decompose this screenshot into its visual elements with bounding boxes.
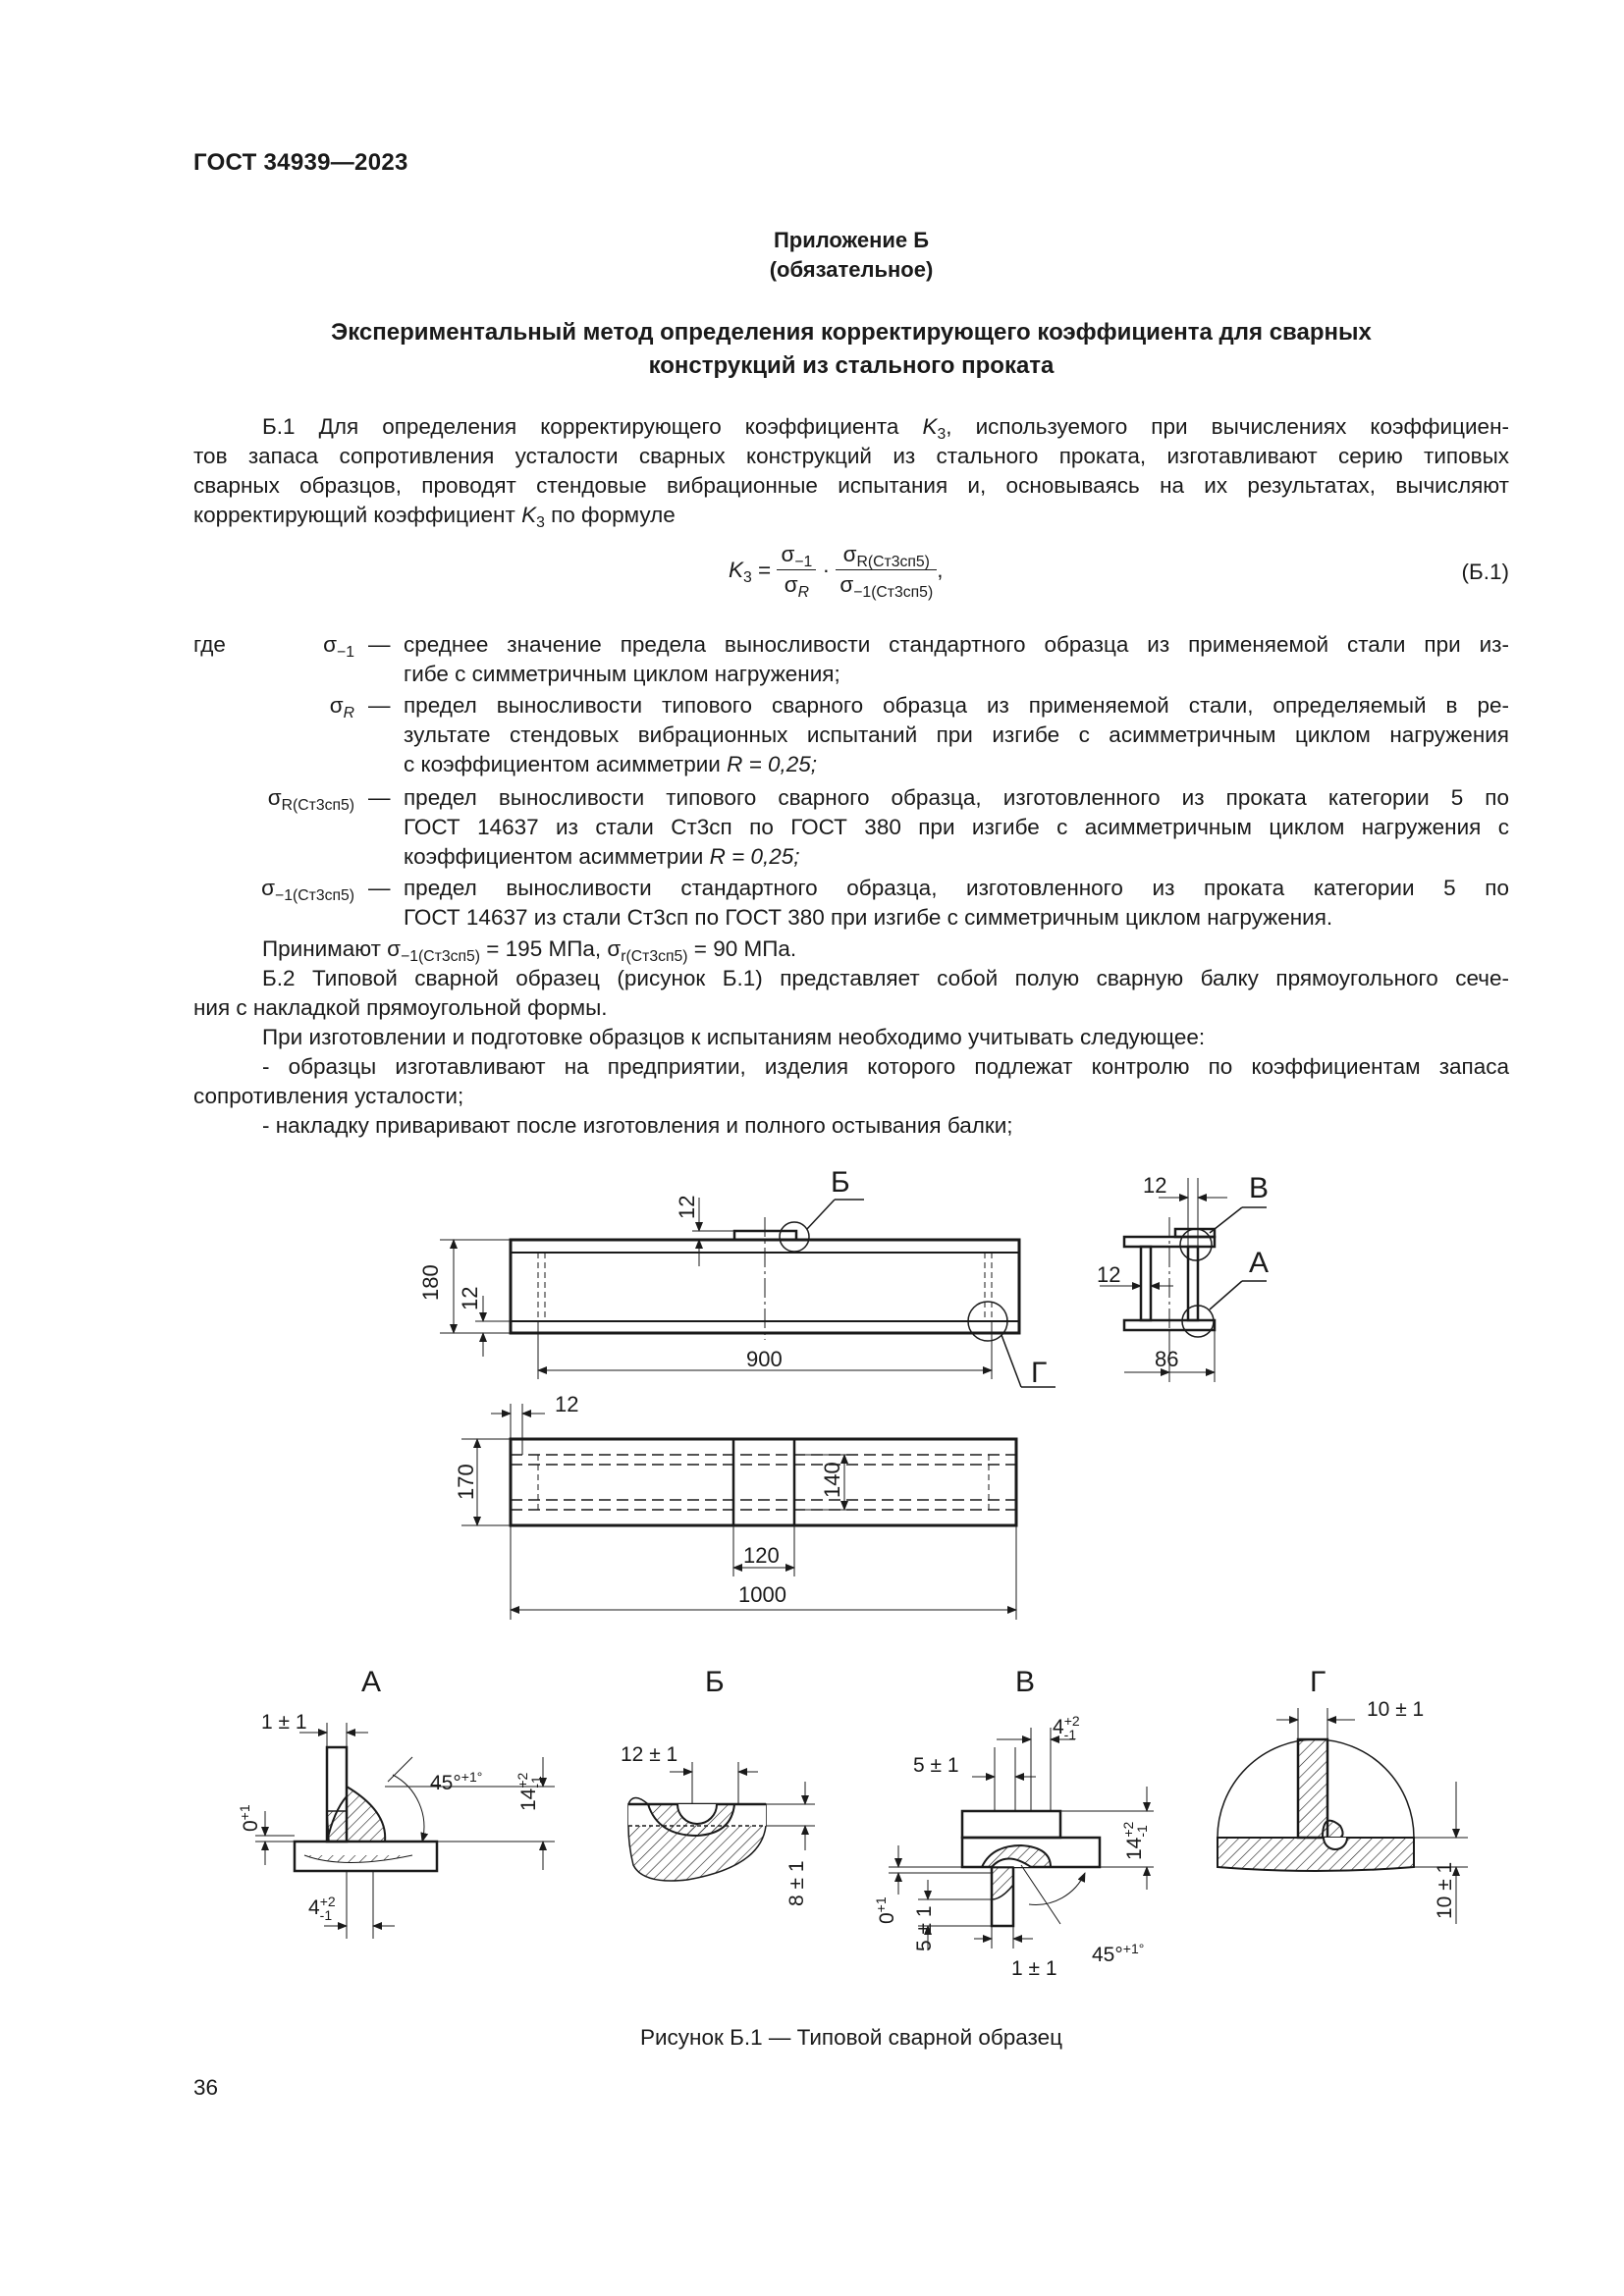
main-elevation-labels — [418, 1166, 1047, 1389]
appendix-status: (обязательное) — [769, 257, 934, 282]
paragraph-b1 — [193, 412, 1509, 530]
formula-b1 — [193, 542, 1509, 611]
detail-g-title: Г — [1310, 1666, 1326, 1698]
b2-line1: Б.2 Типовой сварной образец (рисунок Б.1) представляет собой полую сварную балку прямоугольного сече- — [262, 966, 1509, 990]
document-id: ГОСТ 34939—2023 — [193, 149, 408, 176]
b2-line2: ния с накладкой прямоугольной формы. — [193, 995, 608, 1020]
detail-v-title: В — [1015, 1666, 1036, 1698]
definition-sigma-1: $\sigma_{-1}$ — среднее значение предела выносливости стандартного образца из применяемой стали при из- гибе с симметричным циклом нагружения; — [323, 632, 1509, 686]
plan-dim-140: 140 — [820, 1462, 844, 1498]
label-v-callout: В — [1249, 1172, 1270, 1204]
appendix-title-line2: конструкций из стального проката — [648, 352, 1055, 379]
dim-12-left: 12 — [458, 1286, 482, 1310]
side-dim-86: 86 — [1155, 1347, 1179, 1371]
side-dim-12-top: 12 — [1143, 1173, 1167, 1198]
plan-dim-120: 120 — [743, 1543, 780, 1568]
detail-a-dim-45: 45°$^{+1^\circ}$ — [430, 1769, 483, 1794]
definitions — [193, 630, 1509, 934]
detail-b-title: Б — [705, 1666, 725, 1698]
detail-a-dim-1: 1 ± 1 — [261, 1711, 307, 1734]
detail-a-dim-4: $4^{+2}$ -1 — [308, 1894, 336, 1923]
appendix-name: Приложение Б — [773, 228, 930, 252]
page-number: 36 — [193, 2075, 219, 2100]
b2-line5: сопротивления усталости; — [193, 1084, 464, 1108]
label-a-callout: А — [1249, 1247, 1270, 1279]
detail-g-dim-10-right: 10 ± 1 — [1434, 1861, 1456, 1919]
figure-b1-drawing — [0, 1148, 1624, 2012]
formula-body: $K_3$ = $\frac{\sigma_{-1}}{\sigma_R}$ · $\frac{\sigma_{R(Ст3сп5)}}{\sigma_{-1(Ст3сп5)}}$ , — [729, 542, 944, 601]
detail-v-dim-5-top: 5 ± 1 — [913, 1754, 959, 1777]
definition-where: где — [193, 632, 226, 657]
detail-g — [1218, 1708, 1468, 1924]
plan-dim-1000: 1000 — [738, 1582, 786, 1607]
formula-fraction-1: $\frac{\sigma_{-1}}{\sigma_R}$ — [777, 542, 816, 598]
detail-a-dim-0: $0^{+1}$ — [237, 1804, 262, 1832]
side-section-view — [1100, 1178, 1270, 1382]
label-g-callout: Г — [1031, 1357, 1048, 1389]
b2-line6: - накладку приваривают после изготовления и полного остывания балки; — [262, 1113, 1013, 1138]
dim-180: 180 — [418, 1264, 443, 1301]
detail-v-dim-4: $4^{+2}$ -1 — [1053, 1713, 1080, 1742]
dim-12-top: 12 — [675, 1195, 699, 1219]
detail-b-dim-12: 12 ± 1 — [621, 1743, 678, 1766]
appendix-title-line1: Экспериментальный метод определения корректирующего коэффициента для сварных — [331, 319, 1372, 346]
detail-b-dim-8: 8 ± 1 — [785, 1860, 808, 1906]
detail-a — [255, 1723, 555, 1939]
detail-g-dim-10-top: 10 ± 1 — [1367, 1698, 1425, 1721]
detail-v-dim-0: $0^{+1}$ — [873, 1896, 898, 1924]
detail-v-labels — [873, 1666, 1150, 1980]
dim-900: 900 — [746, 1347, 783, 1371]
detail-a-title: А — [361, 1666, 382, 1698]
b1-line2: тов запаса сопротивления усталости сварных конструкций из стального проката, изготавливают серию типовых — [193, 444, 1509, 468]
detail-g-labels — [1310, 1666, 1456, 1919]
side-dim-12-left: 12 — [1097, 1262, 1121, 1287]
formula-fraction-2: $\frac{\sigma_{R(Ст3сп5)}}{\sigma_{-1(Ст3сп5)}}$ — [836, 542, 937, 598]
detail-v-dim-14: $14^{+2}-1$ — [1120, 1821, 1150, 1860]
side-section-labels — [1097, 1172, 1269, 1371]
accept-values: Принимают $\sigma_{-1(Ст3сп5)} = 195$ МПа, $\sigma_{r(Ст3сп5)} = 90$ МПа. — [262, 936, 797, 965]
b2-line3: При изготовлении и подготовке образцов к испытаниям необходимо учитывать следующее: — [262, 1025, 1206, 1049]
detail-v-dim-5-left: 5 ± 1 — [913, 1905, 936, 1951]
definition-sigma-r: $\sigma_R$ — предел выносливости типового сварного образца из применяемой стали, определяемый в ре- зультате стендовых вибрационных испытаний при изгибе с асимметричным циклом нагружения с коэффициентом асимметрии R = 0,25; — [329, 693, 1509, 776]
detail-v-dim-45: 45°$^{+1^\circ}$ — [1092, 1941, 1145, 1966]
detail-v-dim-1: 1 ± 1 — [1011, 1957, 1057, 1980]
appendix-title — [193, 316, 1509, 383]
detail-a-labels — [237, 1666, 544, 1923]
b1-line3: сварных образцов, проводят стендовые вибрационные испытания и, основываясь на их результатах, вычисляют — [193, 473, 1509, 498]
paragraph-b2 — [193, 934, 1509, 1141]
b1-line4: корректирующий коэффициент $K_3$ по формуле — [193, 503, 676, 531]
figure-caption: Рисунок Б.1 — Типовой сварной образец — [639, 2025, 1063, 2050]
detail-a-dim-14: $14^{+2}-1$ — [514, 1772, 544, 1811]
definition-sigma-r-st3: $\sigma_{R(Ст3сп5)}$ — предел выносливости типового сварного образца, изготовленного из проката категории 5 по ГОСТ 14637 из стали Ст3сп по ГОСТ 380 при изгибе с асимметричным циклом нагружения с коэффициентом асимметрии R = 0,25; — [267, 785, 1509, 869]
definition-sigma-1-st3: $\sigma_{-1(Ст3сп5)}$ — предел выносливости стандартного образца, изготовленного из проката категории 5 по ГОСТ 14637 из стали Ст3сп по ГОСТ 380 при изгибе с симметричным циклом нагружения. — [261, 876, 1509, 930]
plan-dim-12: 12 — [555, 1392, 579, 1416]
formula-number: (Б.1) — [1461, 560, 1509, 584]
label-b-callout: Б — [831, 1166, 850, 1199]
b2-line4: - образцы изготавливают на предприятии, изделия которого подлежат контролю по коэффициентам запаса — [262, 1054, 1509, 1079]
plan-dim-170: 170 — [454, 1464, 478, 1500]
b1-line1: Б.1 Для определения корректирующего коэффициента $K_3$, используемого при вычислениях коэффициен- — [262, 414, 1509, 443]
